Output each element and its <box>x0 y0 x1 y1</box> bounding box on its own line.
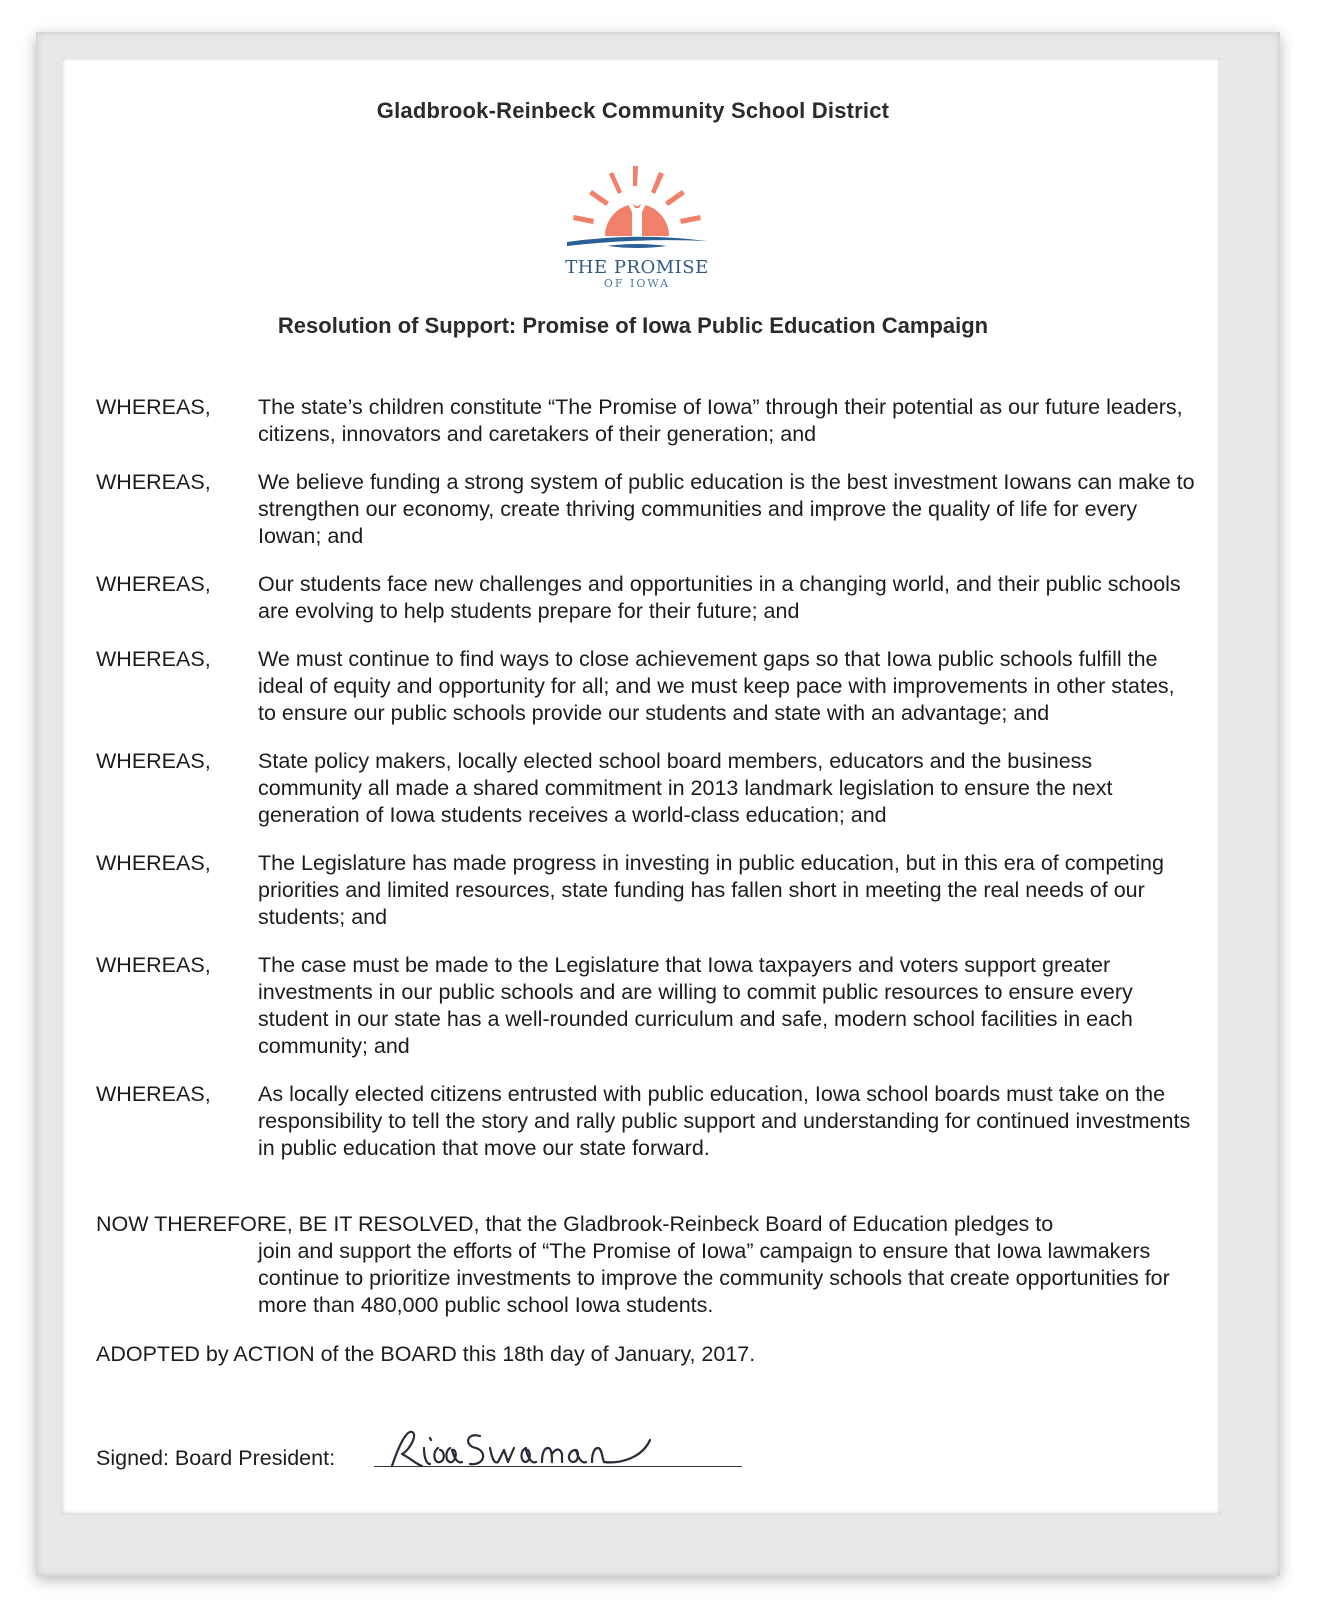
clause-text: State policy makers, locally elected school board members, educators and the business community all made a shared commitment in 2013 landmark legislation to ensure the next generation of Iowa students receives a world-class education; and <box>258 749 1113 827</box>
clause-text: Our students face new challenges and opportunities in a changing world, and their public schools are evolving to help students prepare for their future; and <box>258 572 1181 623</box>
clause-keyword: WHEREAS, <box>96 749 211 773</box>
clause-keyword: WHEREAS, <box>96 647 211 671</box>
district-name: Gladbrook-Reinbeck Community School District <box>376 98 890 123</box>
document-page <box>62 58 1220 1514</box>
whereas-clause <box>96 571 1196 625</box>
resolved-text: join and support the efforts of “The Promise of Iowa” campaign to ensure that Iowa lawmakers continue to prioritize investments to improve the community schools that create opportunities for more than 480,000 public school Iowa students. <box>258 1239 1170 1317</box>
clause-text: The case must be made to the Legislature that Iowa taxpayers and voters support greater investments in our public schools and are willing to commit public resources to ensure every student in our state has a well-rounded curriculum and safe, modern school facilities in each community; and <box>258 953 1133 1058</box>
resolution-title: Resolution of Support: Promise of Iowa Public Education Campaign <box>277 313 989 338</box>
clause-keyword: WHEREAS, <box>96 1082 211 1106</box>
resolved-lead: NOW THEREFORE, BE IT RESOLVED, that the Gladbrook-Reinbeck Board of Education pledges to <box>96 1212 1054 1236</box>
clause-keyword: WHEREAS, <box>96 851 211 875</box>
clause-keyword: WHEREAS, <box>96 572 211 596</box>
whereas-clause <box>96 394 1196 448</box>
adopted-statement: ADOPTED by ACTION of the BOARD this 18th day of January, 2017. <box>96 1342 756 1366</box>
signed-label: Signed: Board President: <box>96 1446 336 1470</box>
whereas-clauses <box>96 394 1196 1183</box>
clause-text: The Legislature has made progress in investing in public education, but in this era of competing priorities and limited resources, state funding has fallen short in meeting the real needs of our students; and <box>258 851 1164 929</box>
clause-text: As locally elected citizens entrusted with public education, Iowa school boards must take on the responsibility to tell the story and rally public support and understanding for continued investments in public education that move our state forward. <box>258 1082 1191 1160</box>
clause-keyword: WHEREAS, <box>96 395 211 419</box>
clause-text: We must continue to find ways to close achievement gaps so that Iowa public schools fulfill the ideal of equity and opportunity for all; and we must keep pace with improvements in other states, to ensure our public schools provide our students and state with an advantage; and <box>258 647 1175 725</box>
logo-title: THE PROMISE <box>565 257 709 278</box>
clause-keyword: WHEREAS, <box>96 470 211 494</box>
clause-text: The state’s children constitute “The Promise of Iowa” through their potential as our future leaders, citizens, innovators and caretakers of their generation; and <box>258 395 1183 446</box>
whereas-clause <box>96 952 1196 1060</box>
clause-keyword: WHEREAS, <box>96 953 211 977</box>
whereas-clause <box>96 646 1196 727</box>
clause-text: We believe funding a strong system of public education is the best investment Iowans can make to strengthen our economy, create thriving communities and improve the quality of life for every Iowan; and <box>258 470 1195 548</box>
whereas-clause <box>96 850 1196 931</box>
resolved-clause <box>96 1211 1186 1319</box>
signature-image <box>380 1418 680 1478</box>
whereas-clause <box>96 469 1196 550</box>
logo-subtitle: OF IOWA <box>603 277 671 289</box>
whereas-clause <box>96 748 1196 829</box>
signature-line <box>374 1466 742 1467</box>
whereas-clause <box>96 1081 1196 1162</box>
